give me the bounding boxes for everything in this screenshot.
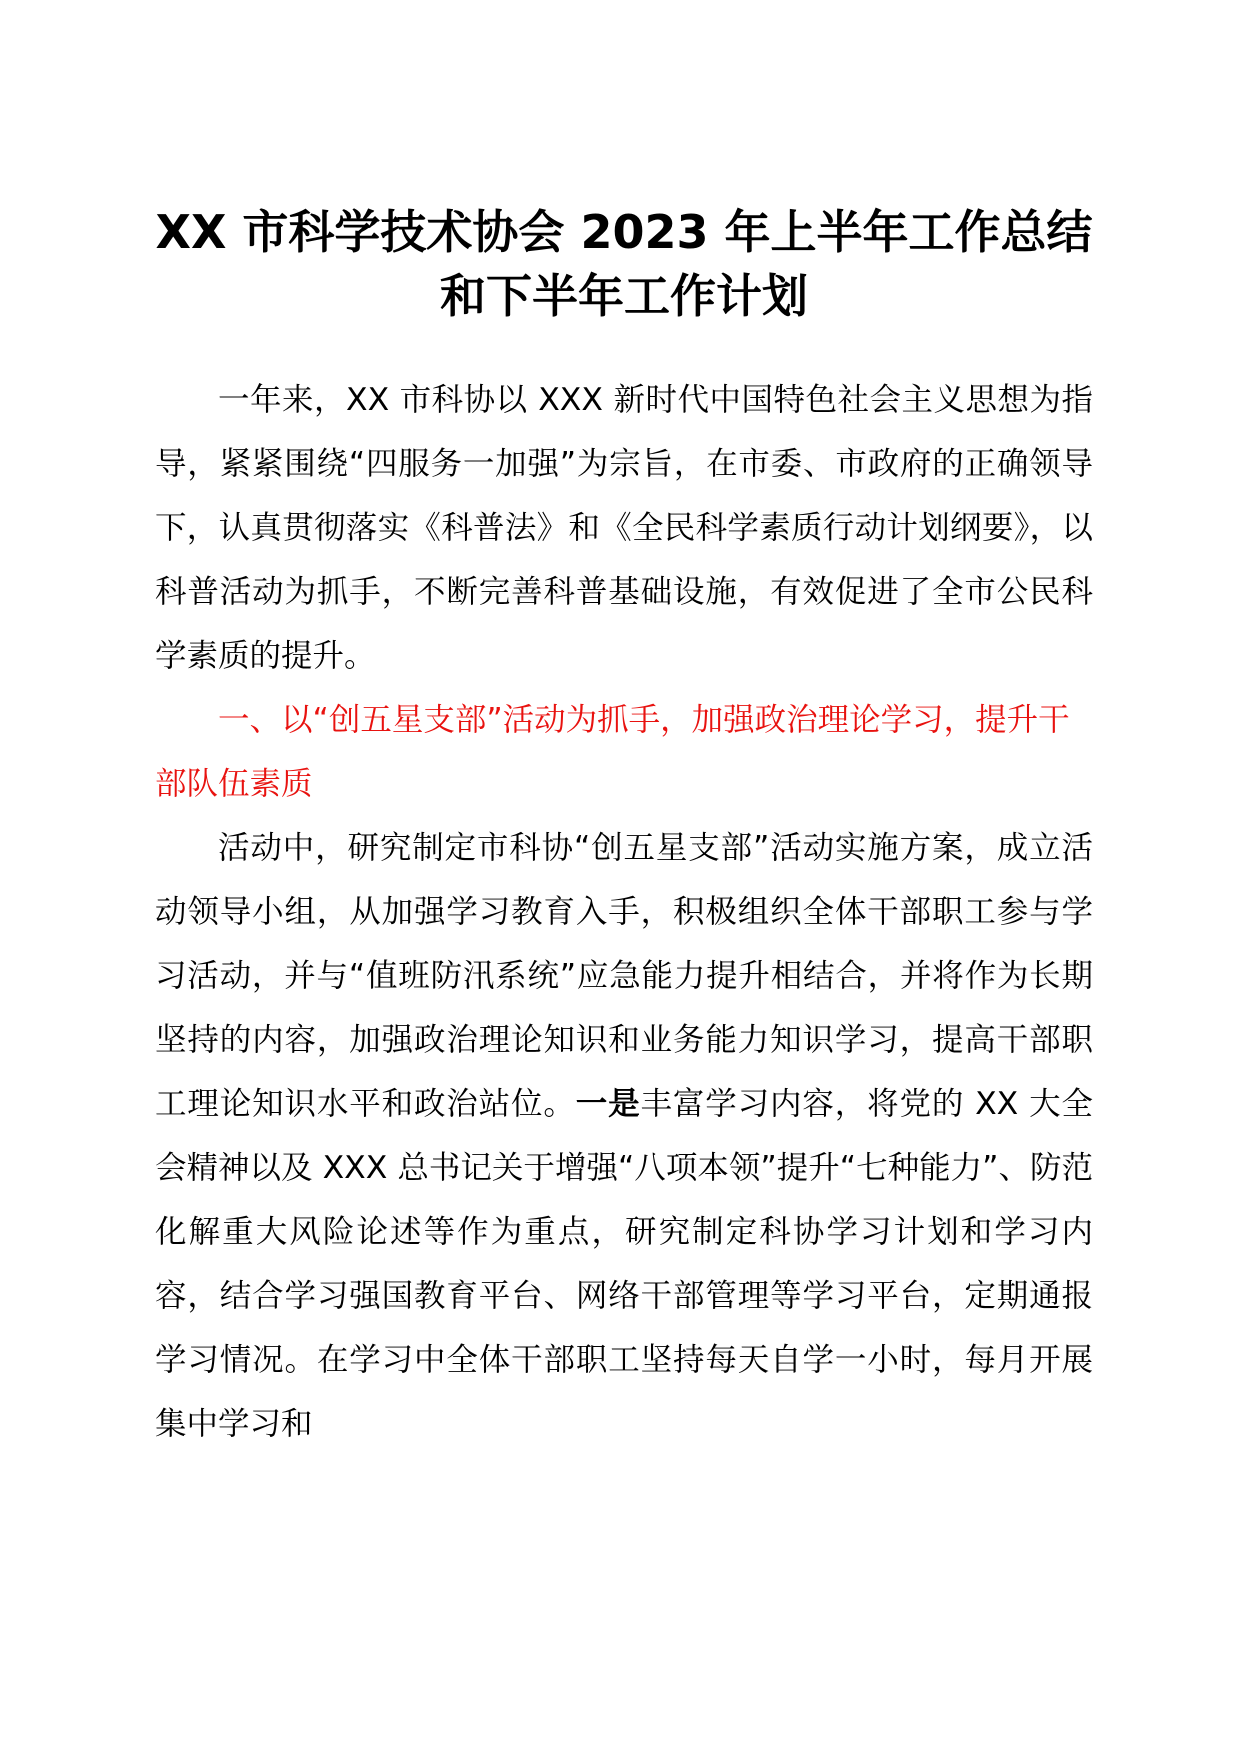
title-line-1: XX 市科学技术协会 2023 年上半年工作总结 xyxy=(155,205,1093,259)
section-1-paragraph xyxy=(155,816,1093,1456)
section-1-heading: 一、以“创五星支部”活动为抓手，加强政治理论学习，提升干部队伍素质 xyxy=(155,702,1070,802)
section-1-bold-lead: 一是 xyxy=(575,1086,641,1122)
document-title xyxy=(155,200,1093,328)
title-line-2: 和下半年工作计划 xyxy=(440,269,808,323)
intro-paragraph: 一年来，XX 市科协以 XXX 新时代中国特色社会主义思想为指导，紧紧围绕“四服务一加强”为宗旨，在市委、市政府的正确领导下，认真贯彻落实《科普法》和《全民科学素质行动计划纲要》，以科普活动为抓手，不断完善科普基础设施，有效促进了全市公民科学素质的提升。 xyxy=(155,382,1093,674)
section-1-body-part-2: 丰富学习内容，将党的 XX 大全会精神以及 XXX 总书记关于增强“八项本领”提升“七种能力”、防范化解重大风险论述等作为重点，研究制定科协学习计划和学习内容，结合学习强国教育平台、网络干部管理等学习平台，定期通报学习情况。在学习中全体干部职工坚持每天自学一小时，每月开展集中学习和 xyxy=(155,1086,1093,1442)
section-1-body-part-1: 活动中，研究制定市科协“创五星支部”活动实施方案，成立活动领导小组，从加强学习教育入手，积极组织全体干部职工参与学习活动，并与“值班防汛系统”应急能力提升相结合，并将作为长期坚持的内容，加强政治理论知识和业务能力知识学习，提高干部职工理论知识水平和政治站位。 xyxy=(155,830,1093,1122)
document-page xyxy=(155,200,1093,1456)
